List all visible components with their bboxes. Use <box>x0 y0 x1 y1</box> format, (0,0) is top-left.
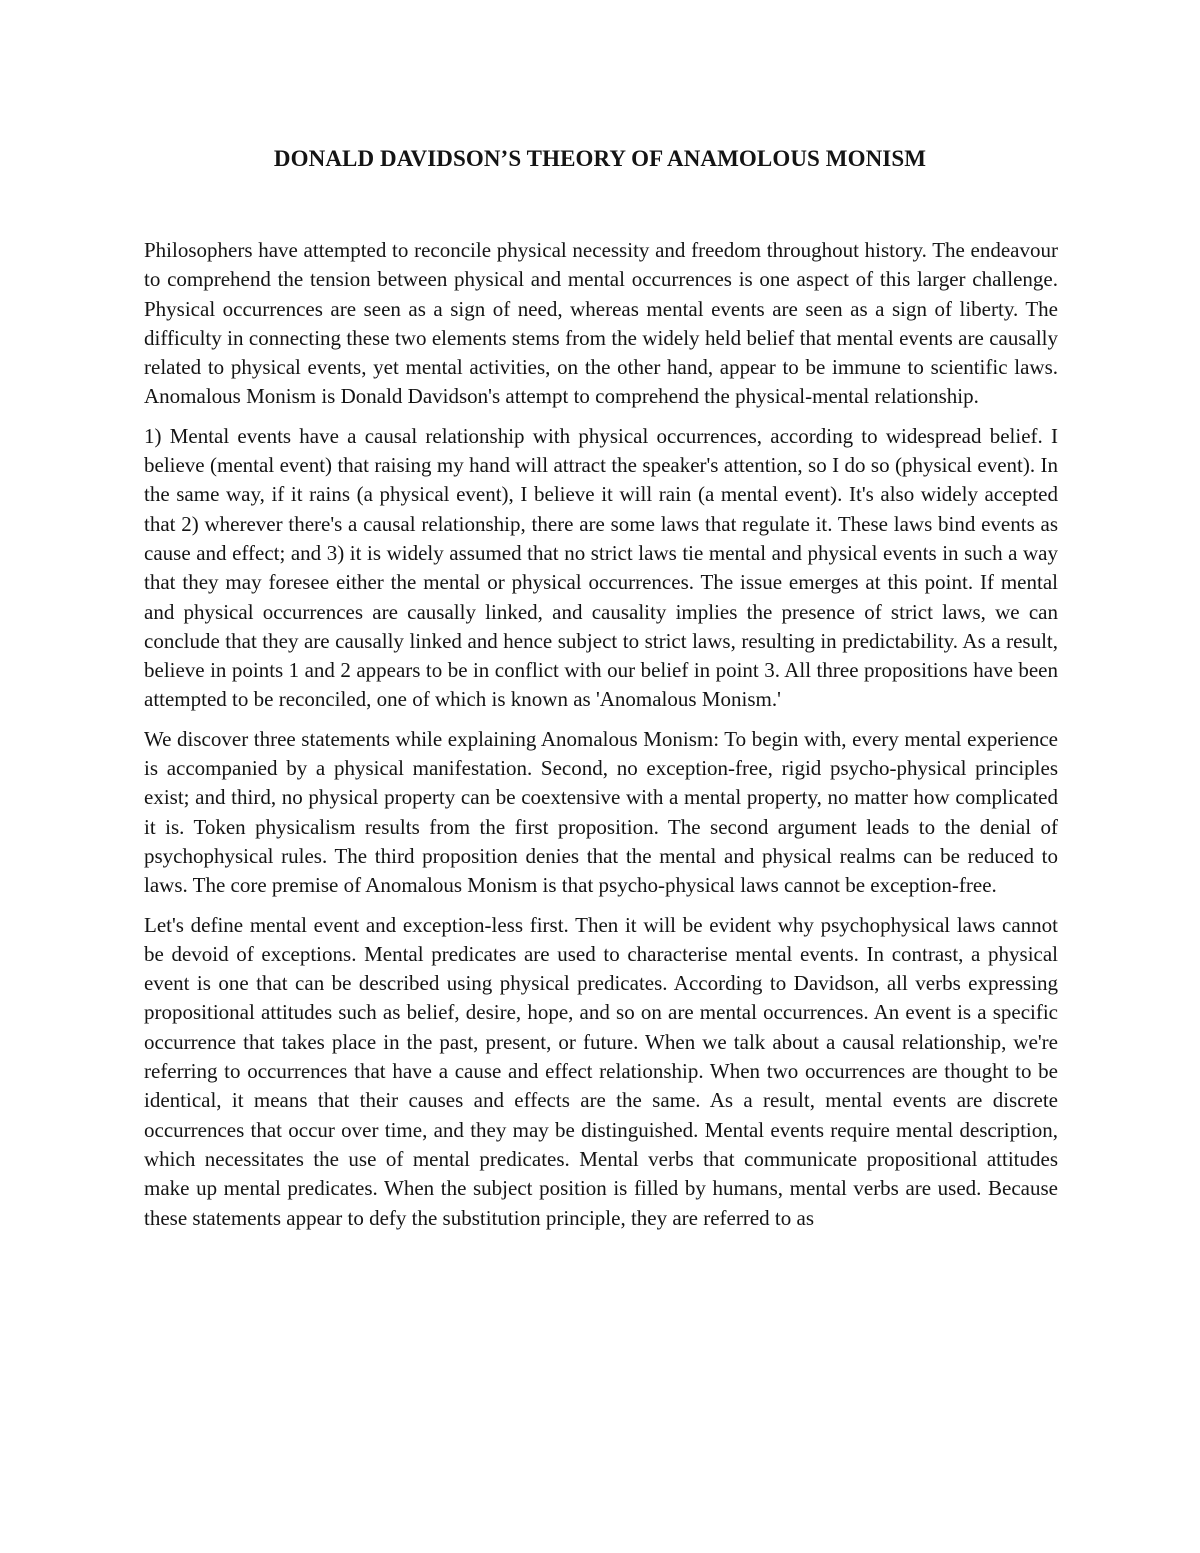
paragraph-three-statements: We discover three statements while explaining Anomalous Monism: To begin with, every mental experience is accompanied by a physical manifestation. Second, no exception-free, rigid psycho-physical principles exist; and third, no physical property can be coextensive with a mental property, no matter how complicated it is. Token physicalism results from the first proposition. The second argument leads to the denial of psychophysical rules. The third proposition denies that the mental and physical realms can be reduced to laws. The core premise of Anomalous Monism is that psycho-physical laws cannot be exception-free. <box>144 726 1058 898</box>
document-title: DONALD DAVIDSON’S THEORY OF ANAMOLOUS MONISM <box>273 146 927 171</box>
paragraph-intro: Philosophers have attempted to reconcile physical necessity and freedom throughout history. The endeavour to comprehend the tension between physical and mental occurrences is one aspect of this larger challenge. Physical occurrences are seen as a sign of need, whereas mental events are seen as a sign of liberty. The difficulty in connecting these two elements stems from the widely held belief that mental events are causally related to physical events, yet mental activities, on the other hand, appear to be immune to scientific laws. Anomalous Monism is Donald Davidson's attempt to comprehend the physical-mental relationship. <box>144 238 1058 409</box>
document-body <box>144 236 1058 1233</box>
paragraph-mental-event-definition: Let's define mental event and exception-less first. Then it will be evident why psychophysical laws cannot be devoid of exceptions. Mental predicates are used to characterise mental events. In contrast, a physical event is one that can be described using physical predicates. According to Davidson, all verbs expressing propositional attitudes such as belief, desire, hope, and so on are mental occurrences. An event is a specific occurrence that takes place in the past, present, or future. When we talk about a causal relationship, we're referring to occurrences that have a cause and effect relationship. When two occurrences are thought to be identical, it means that their causes and effects are the same. As a result, mental events are discrete occurrences that occur over time, and they may be distinguished. Mental events require mental description, which necessitates the use of mental predicates. Mental verbs that communicate propositional attitudes make up mental predicates. When the subject position is filled by humans, mental verbs are used. Because these statements appear to defy the substitution principle, they are referred to as <box>144 912 1058 1230</box>
paragraph-propositions: 1) Mental events have a causal relationship with physical occurrences, according to widespread belief. I believe (mental event) that raising my hand will attract the speaker's attention, so I do so (physical event). In the same way, if it rains (a physical event), I believe it will rain (a mental event). It's also widely accepted that 2) wherever there's a causal relationship, there are some laws that regulate it. These laws bind events as cause and effect; and 3) it is widely assumed that no strict laws tie mental and physical events in such a way that they may foresee either the mental or physical occurrences. The issue emerges at this point. If mental and physical occurrences are causally linked, and causality implies the presence of strict laws, we can conclude that they are causally linked and hence subject to strict laws, resulting in predictability. As a result, believe in points 1 and 2 appears to be in conflict with our belief in point 3. All three propositions have been attempted to be reconciled, one of which is known as 'Anomalous Monism.' <box>144 423 1058 712</box>
